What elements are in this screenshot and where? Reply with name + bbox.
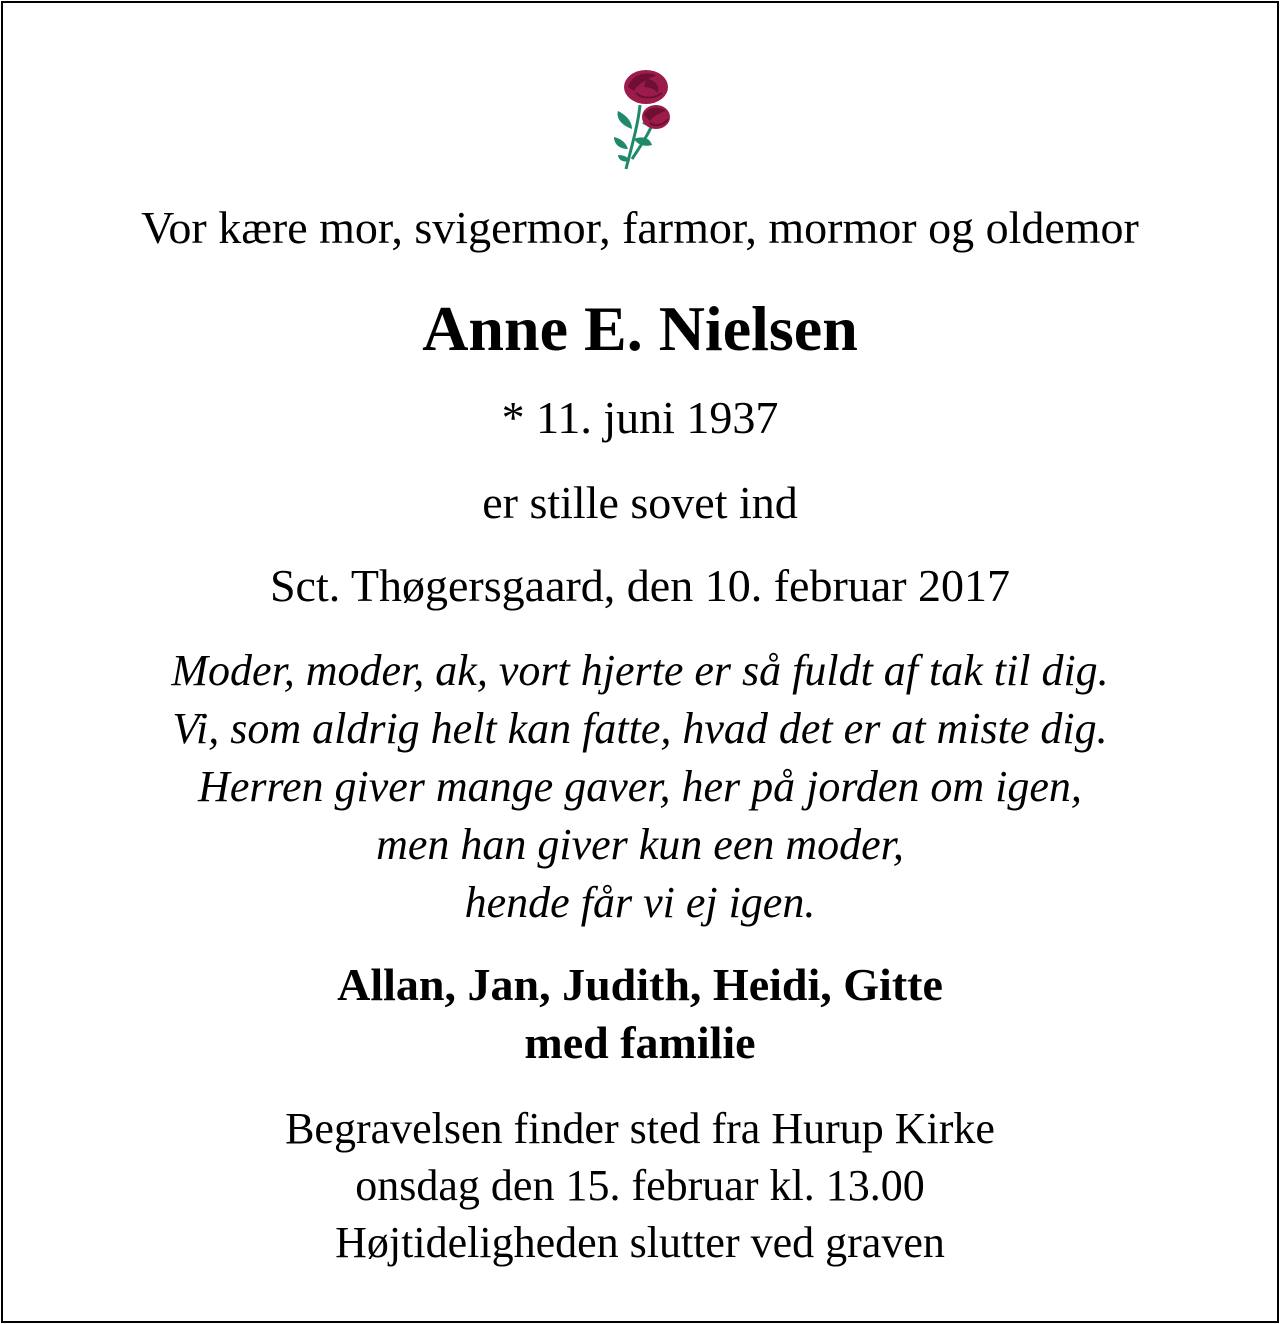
obituary-frame <box>1 1 1279 1323</box>
deceased-name: Anne E. Nielsen <box>422 293 858 364</box>
place-and-date: Sct. Thøgersgaard, den 10. februar 2017 <box>269 560 1011 611</box>
poem-line: Vi, som aldrig helt kan fatte, hvad det er at miste dig. <box>172 704 1108 753</box>
rose-icon <box>610 65 676 173</box>
poem-line: Herren giver mange gaver, her på jorden om igen, <box>198 762 1082 811</box>
intro-text: Vor kære mor, svigermor, farmor, mormor og oldemor <box>141 202 1139 253</box>
poem-line: hende får vi ej igen. <box>464 878 816 927</box>
funeral-line: Begravelsen finder sted fra Hurup Kirke <box>285 1104 995 1153</box>
poem-line: men han giver kun een moder, <box>376 820 904 869</box>
passed-text: er stille sovet ind <box>482 477 798 528</box>
family-suffix: med familie <box>524 1017 756 1068</box>
birth-date: * 11. juni 1937 <box>501 392 779 443</box>
funeral-line: onsdag den 15. februar kl. 13.00 <box>355 1161 925 1210</box>
family-names: Allan, Jan, Judith, Heidi, Gitte <box>337 959 943 1010</box>
poem-line: Moder, moder, ak, vort hjerte er så fuldt af tak til dig. <box>171 646 1109 695</box>
funeral-line: Højtideligheden slutter ved graven <box>335 1218 945 1267</box>
